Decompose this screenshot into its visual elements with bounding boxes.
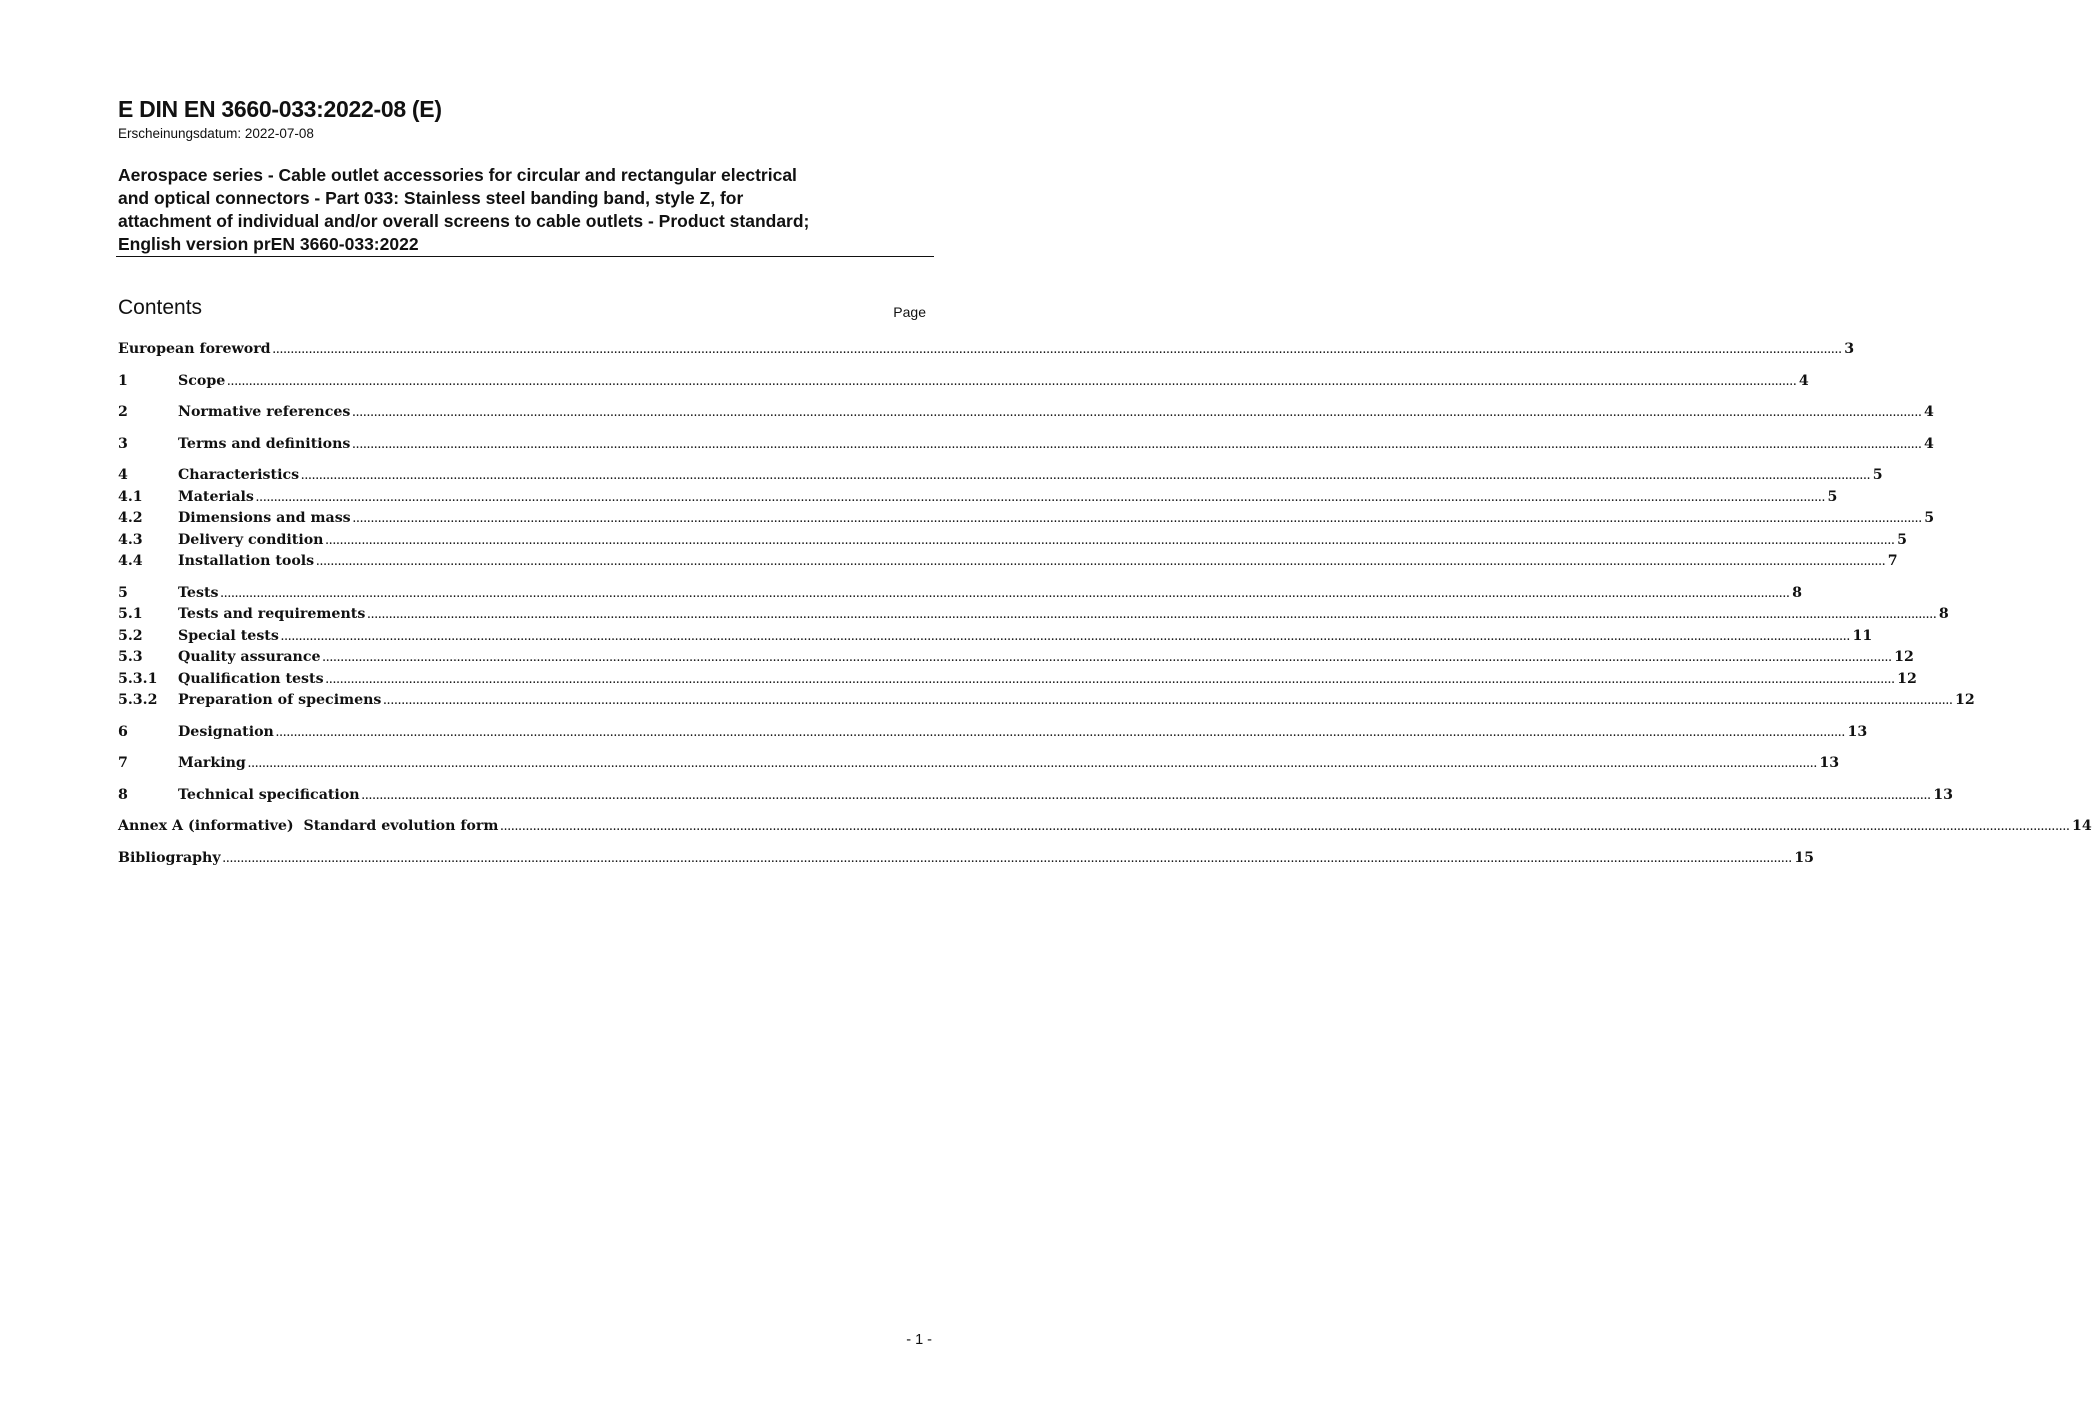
toc-leader-dots: ................................................................................................................................................................................................................................................................................................................................................................................................................................................	[325, 537, 1896, 547]
title-divider	[116, 256, 934, 257]
document-id: E DIN EN 3660-033:2022-08 (E)	[118, 96, 442, 122]
toc-entry-scope[interactable]	[118, 373, 1809, 393]
toc-number: 7	[118, 755, 128, 771]
toc-leader-dots: ................................................................................................................................................................................................................................................................................................................................................................................................................................................	[247, 760, 1818, 770]
toc-label: Materials	[178, 489, 254, 505]
toc-label: Marking	[178, 755, 246, 771]
toc-leader-dots: ................................................................................................................................................................................................................................................................................................................................................................................................................................................	[222, 855, 1793, 865]
toc-number: 5.3.1	[118, 671, 158, 687]
toc-label: Installation tools	[178, 553, 315, 569]
toc-entry-materials[interactable]	[118, 489, 1838, 509]
toc-entry-tests-and-requirements[interactable]	[118, 606, 1949, 626]
toc-leader-dots: ................................................................................................................................................................................................................................................................................................................................................................................................................................................	[361, 792, 1932, 802]
toc-label: Dimensions and mass	[178, 510, 351, 526]
toc-number: 3	[118, 436, 128, 452]
toc-page-number: 11	[1852, 628, 1873, 644]
toc-entry-installation-tools[interactable]	[118, 553, 1898, 573]
toc-page-number: 5	[1924, 510, 1935, 526]
toc-page-number: 15	[1794, 850, 1814, 866]
toc-page-number: 12	[1894, 649, 1914, 665]
toc-number: 4.1	[118, 489, 143, 505]
toc-page-number: 5	[1872, 467, 1883, 483]
toc-label: Scope	[178, 373, 226, 389]
toc-entry-characteristics[interactable]	[118, 467, 1883, 487]
toc-number: 5	[118, 585, 128, 601]
toc-entry-delivery-condition[interactable]	[118, 532, 1907, 552]
toc-number: 8	[118, 787, 128, 803]
toc-page-number: 13	[1819, 755, 1840, 771]
toc-page-number: 8	[1792, 585, 1802, 601]
toc-leader-dots: ................................................................................................................................................................................................................................................................................................................................................................................................................................................	[352, 515, 1923, 525]
toc-leader-dots: ................................................................................................................................................................................................................................................................................................................................................................................................................................................	[352, 441, 1923, 451]
toc-page-number: 5	[1897, 532, 1907, 548]
toc-entry-tests[interactable]	[118, 585, 1802, 605]
toc-label: Qualification tests	[178, 671, 324, 687]
toc-label: Quality assurance	[178, 649, 321, 665]
toc-entry-terms-and-definitions[interactable]	[118, 436, 1934, 456]
toc-entry-european-foreword[interactable]	[118, 341, 1855, 361]
toc-page-number: 7	[1887, 553, 1898, 569]
toc-entry-special-tests[interactable]	[118, 628, 1873, 648]
toc-page-number: 13	[1847, 724, 1868, 740]
toc-label: Special tests	[178, 628, 279, 644]
toc-number: 1	[118, 373, 128, 389]
toc-label: European foreword	[118, 341, 271, 357]
contents-heading: Contents	[118, 296, 203, 319]
toc-page-number: 12	[1897, 671, 1917, 687]
toc-label: Preparation of specimens	[178, 692, 382, 708]
toc-entry-designation[interactable]	[118, 724, 1868, 744]
toc-label: Delivery condition	[178, 532, 324, 548]
toc-label: Bibliography	[118, 850, 221, 866]
toc-entry-marking[interactable]	[118, 755, 1840, 775]
document-title: Aerospace series - Cable outlet accessories for circular and rectangular electrical and optical connectors - Part 033: Stainless steel banding band, style Z, for attachment of individual and/or overall screens to cable outlets - Product standard; English version prEN 3660-033:2022	[118, 165, 810, 254]
toc-leader-dots: ................................................................................................................................................................................................................................................................................................................................................................................................................................................	[322, 654, 1893, 664]
page-column-label: Page	[893, 304, 926, 320]
toc-page-number: 14	[2071, 818, 2092, 834]
toc-leader-dots: ................................................................................................................................................................................................................................................................................................................................................................................................................................................	[383, 697, 1954, 707]
toc-page-number: 4	[1798, 373, 1809, 389]
page-number-footer: - 1 -	[906, 1332, 932, 1348]
toc-page-number: 4	[1923, 404, 1934, 420]
toc-leader-dots: ................................................................................................................................................................................................................................................................................................................................................................................................................................................	[275, 729, 1846, 739]
toc-entry-annex-a[interactable]	[118, 818, 2092, 838]
toc-number: 4	[118, 467, 128, 483]
toc-label: Tests and requirements	[178, 606, 366, 622]
toc-page-number: 4	[1924, 436, 1934, 452]
toc-leader-dots: ................................................................................................................................................................................................................................................................................................................................................................................................................................................	[227, 378, 1797, 388]
toc-leader-dots: ................................................................................................................................................................................................................................................................................................................................................................................................................................................	[316, 558, 1886, 568]
toc-page-number: 3	[1844, 341, 1855, 357]
toc-label: Designation	[178, 724, 274, 740]
toc-label: Terms and definitions	[178, 436, 351, 452]
toc-number: 5.2	[118, 628, 143, 644]
toc-label: Technical specification	[178, 787, 360, 803]
toc-entry-quality-assurance[interactable]	[118, 649, 1914, 669]
toc-leader-dots: ................................................................................................................................................................................................................................................................................................................................................................................................................................................	[272, 346, 1843, 356]
toc-entry-dimensions-and-mass[interactable]	[118, 510, 1935, 530]
toc-entry-normative-references[interactable]	[118, 404, 1934, 424]
toc-number: 5.1	[118, 606, 143, 622]
toc-leader-dots: ................................................................................................................................................................................................................................................................................................................................................................................................................................................	[325, 676, 1896, 686]
toc-number: 5.3	[118, 649, 143, 665]
toc-label: Characteristics	[178, 467, 300, 483]
toc-number: 2	[118, 404, 128, 420]
toc-page-number: 13	[1933, 787, 1953, 803]
toc-entry-technical-specification[interactable]	[118, 787, 1953, 807]
toc-leader-dots: ................................................................................................................................................................................................................................................................................................................................................................................................................................................	[255, 494, 1826, 504]
toc-leader-dots: ................................................................................................................................................................................................................................................................................................................................................................................................................................................	[220, 590, 1791, 600]
toc-page-number: 5	[1827, 489, 1838, 505]
toc-leader-dots: ................................................................................................................................................................................................................................................................................................................................................................................................................................................	[367, 611, 1937, 621]
toc-label: Normative references	[178, 404, 351, 420]
issue-date: Erscheinungsdatum: 2022-07-08	[118, 126, 314, 141]
toc-label: Tests	[178, 585, 219, 601]
toc-label: Annex A (informative) Standard evolution form	[118, 818, 499, 834]
toc-number: 6	[118, 724, 128, 740]
toc-leader-dots: ................................................................................................................................................................................................................................................................................................................................................................................................................................................	[500, 823, 2070, 833]
toc-number: 4.3	[118, 532, 143, 548]
toc-number: 4.4	[118, 553, 143, 569]
toc-entry-bibliography[interactable]	[118, 850, 1814, 870]
toc-page-number: 12	[1955, 692, 1975, 708]
toc-leader-dots: ................................................................................................................................................................................................................................................................................................................................................................................................................................................	[280, 633, 1851, 643]
toc-entry-qualification-tests[interactable]	[118, 671, 1917, 691]
toc-page-number: 8	[1938, 606, 1949, 622]
toc-number: 4.2	[118, 510, 143, 526]
toc-entry-preparation-of-specimens[interactable]	[118, 692, 1975, 712]
toc-number: 5.3.2	[118, 692, 158, 708]
toc-leader-dots: ................................................................................................................................................................................................................................................................................................................................................................................................................................................	[301, 472, 1871, 482]
toc-leader-dots: ................................................................................................................................................................................................................................................................................................................................................................................................................................................	[352, 409, 1922, 419]
